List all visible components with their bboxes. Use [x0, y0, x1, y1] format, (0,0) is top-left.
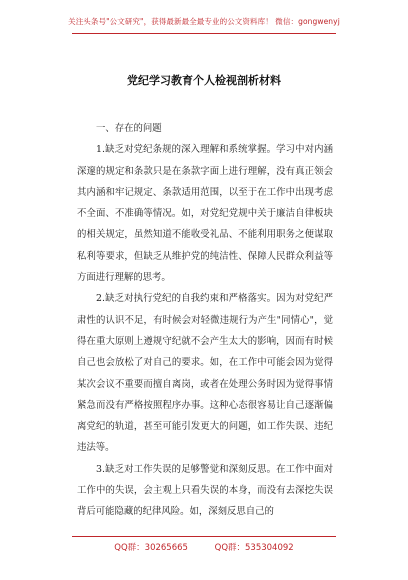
section-heading: 一、存在的问题 — [96, 123, 162, 134]
footer-qq-group-2: QQ群：535304092 — [214, 543, 294, 553]
footer — [0, 541, 408, 553]
paragraph-2: 2.缺乏对执行党纪的自我约束和严格落实。因为对党纪严肃性的认识不足，有时候会对轻微违规行为产生"同情心"，觉得在重大原则上遵规守纪就不会产生太大的影响，因而有时候自己也会放松了对自己的要求。如，在工作中可能会因为觉得某次会议不重要而擅自离岗，或者在处理公务时因为觉得事情紧急而没有严格按照程序办事。这种心态很容易让自己逐渐偏离党纪的轨道，甚至可能引发更大的问题，如工作失误、违纪违法等。 — [77, 293, 333, 454]
footer-divider — [72, 536, 336, 537]
footer-qq-group-1: QQ群：30265665 — [114, 543, 188, 553]
paragraph-3: 3.缺乏对工作失误的足够警觉和深刻反思。在工作中面对工作中的失误，会主观上只看失误的本身，而没有去深挖失误背后可能隐藏的纪律风险。如，深刻反思自己的 — [77, 463, 333, 518]
document-title: 党纪学习教育个人检视剖析材料 — [127, 74, 281, 87]
document-body — [77, 118, 333, 523]
header-banner: 关注头条号"公文研究"，获得最新最全最专业的公文资料库！ 微信：gongwenyj — [68, 17, 340, 26]
header-divider — [72, 33, 336, 34]
paragraph-1: 1.缺乏对党纪条规的深入理解和系统掌握。学习中对内涵深邃的规定和条款只是在条款字面上进行理解，没有真正领会其内涵和牢记规定、条款适用范围，以至于在工作中出现考虑不全面、不准确等情况。如，对党纪党规中关于廉洁自律板块的相关规定，虽然知道不能收受礼品、不能利用职务之便谋取私利等要求，但缺乏从维护党的纯洁性、保障人民群众利益等方面进行理解的思考。 — [77, 144, 333, 284]
